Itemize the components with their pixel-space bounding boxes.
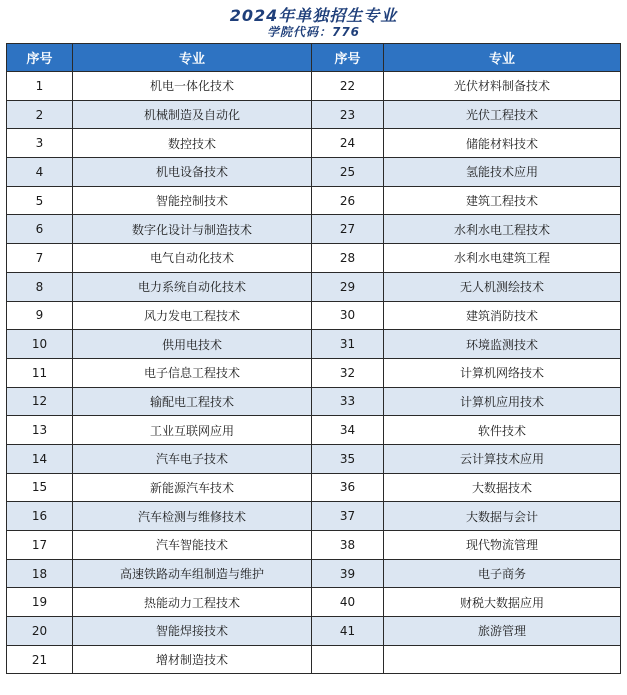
- major-name-right: 储能材料技术: [384, 129, 621, 158]
- row-number-left: 16: [7, 502, 73, 531]
- row-number-right: 30: [312, 301, 384, 330]
- major-name-right: 计算机应用技术: [384, 387, 621, 416]
- row-number-right: [312, 645, 384, 674]
- table-row: [7, 272, 621, 301]
- major-name-right: 大数据与会计: [384, 502, 621, 531]
- table-row: [7, 215, 621, 244]
- table-header-row: [7, 44, 621, 72]
- major-name-left: 机电一体化技术: [73, 72, 312, 101]
- major-name-right: 建筑工程技术: [384, 186, 621, 215]
- major-name-right: 大数据技术: [384, 473, 621, 502]
- table-row: [7, 100, 621, 129]
- table-row: [7, 617, 621, 646]
- table-row: [7, 444, 621, 473]
- row-number-right: 28: [312, 244, 384, 273]
- major-name-left: 电力系统自动化技术: [73, 272, 312, 301]
- table-row: [7, 531, 621, 560]
- row-number-right: 29: [312, 272, 384, 301]
- table-row: [7, 129, 621, 158]
- row-number-right: 25: [312, 158, 384, 187]
- major-name-left: 电子信息工程技术: [73, 358, 312, 387]
- row-number-left: 9: [7, 301, 73, 330]
- majors-table: [6, 43, 621, 674]
- major-name-left: 汽车检测与维修技术: [73, 502, 312, 531]
- major-name-left: 热能动力工程技术: [73, 588, 312, 617]
- row-number-left: 19: [7, 588, 73, 617]
- major-name-right: 财税大数据应用: [384, 588, 621, 617]
- row-number-right: 36: [312, 473, 384, 502]
- row-number-left: 21: [7, 645, 73, 674]
- row-number-left: 13: [7, 416, 73, 445]
- major-name-left: 智能焊接技术: [73, 617, 312, 646]
- row-number-left: 11: [7, 358, 73, 387]
- table-row: [7, 72, 621, 101]
- major-name-right: 建筑消防技术: [384, 301, 621, 330]
- major-name-left: 增材制造技术: [73, 645, 312, 674]
- row-number-right: 38: [312, 531, 384, 560]
- table-body: [7, 72, 621, 674]
- row-number-left: 10: [7, 330, 73, 359]
- major-name-right: 计算机网络技术: [384, 358, 621, 387]
- header-major-right: 专业: [384, 44, 621, 72]
- table-row: [7, 330, 621, 359]
- major-name-right: 电子商务: [384, 559, 621, 588]
- table-row: [7, 416, 621, 445]
- major-name-left: 工业互联网应用: [73, 416, 312, 445]
- row-number-right: 23: [312, 100, 384, 129]
- table-row: [7, 301, 621, 330]
- row-number-left: 17: [7, 531, 73, 560]
- row-number-right: 37: [312, 502, 384, 531]
- row-number-right: 26: [312, 186, 384, 215]
- row-number-left: 5: [7, 186, 73, 215]
- major-name-right: 光伏工程技术: [384, 100, 621, 129]
- major-name-left: 供用电技术: [73, 330, 312, 359]
- row-number-left: 1: [7, 72, 73, 101]
- major-name-left: 输配电工程技术: [73, 387, 312, 416]
- row-number-left: 2: [7, 100, 73, 129]
- row-number-left: 6: [7, 215, 73, 244]
- table-row: [7, 387, 621, 416]
- major-name-left: 机械制造及自动化: [73, 100, 312, 129]
- major-name-left: 汽车电子技术: [73, 444, 312, 473]
- row-number-right: 41: [312, 617, 384, 646]
- row-number-left: 15: [7, 473, 73, 502]
- header-major-left: 专业: [73, 44, 312, 72]
- major-name-right: 现代物流管理: [384, 531, 621, 560]
- row-number-right: 27: [312, 215, 384, 244]
- table-row: [7, 645, 621, 674]
- table-row: [7, 186, 621, 215]
- major-name-left: 汽车智能技术: [73, 531, 312, 560]
- row-number-right: 22: [312, 72, 384, 101]
- institution-code: 学院代码：776: [266, 25, 361, 39]
- document-title: 2024年单独招生专业: [229, 6, 398, 25]
- table-row: [7, 588, 621, 617]
- major-name-right: 旅游管理: [384, 617, 621, 646]
- major-name-right: 环境监测技术: [384, 330, 621, 359]
- row-number-right: 35: [312, 444, 384, 473]
- major-name-right: [384, 645, 621, 674]
- major-name-left: 数控技术: [73, 129, 312, 158]
- major-name-left: 风力发电工程技术: [73, 301, 312, 330]
- header-number-right: 序号: [312, 44, 384, 72]
- major-name-right: 云计算技术应用: [384, 444, 621, 473]
- major-name-right: 软件技术: [384, 416, 621, 445]
- major-name-right: 水利水电建筑工程: [384, 244, 621, 273]
- row-number-right: 31: [312, 330, 384, 359]
- major-name-left: 新能源汽车技术: [73, 473, 312, 502]
- major-name-right: 光伏材料制备技术: [384, 72, 621, 101]
- table-row: [7, 158, 621, 187]
- major-name-left: 电气自动化技术: [73, 244, 312, 273]
- major-name-left: 机电设备技术: [73, 158, 312, 187]
- major-name-right: 水利水电工程技术: [384, 215, 621, 244]
- row-number-left: 7: [7, 244, 73, 273]
- row-number-left: 8: [7, 272, 73, 301]
- row-number-right: 33: [312, 387, 384, 416]
- major-name-right: 无人机测绘技术: [384, 272, 621, 301]
- row-number-left: 3: [7, 129, 73, 158]
- row-number-left: 14: [7, 444, 73, 473]
- table-row: [7, 559, 621, 588]
- row-number-right: 24: [312, 129, 384, 158]
- major-name-left: 智能控制技术: [73, 186, 312, 215]
- major-name-left: 数字化设计与制造技术: [73, 215, 312, 244]
- table-row: [7, 502, 621, 531]
- major-name-left: 高速铁路动车组制造与维护: [73, 559, 312, 588]
- row-number-right: 32: [312, 358, 384, 387]
- row-number-left: 18: [7, 559, 73, 588]
- row-number-right: 40: [312, 588, 384, 617]
- row-number-right: 34: [312, 416, 384, 445]
- row-number-left: 20: [7, 617, 73, 646]
- major-name-right: 氢能技术应用: [384, 158, 621, 187]
- header-number-left: 序号: [7, 44, 73, 72]
- row-number-left: 4: [7, 158, 73, 187]
- table-row: [7, 244, 621, 273]
- row-number-right: 39: [312, 559, 384, 588]
- table-row: [7, 473, 621, 502]
- table-row: [7, 358, 621, 387]
- row-number-left: 12: [7, 387, 73, 416]
